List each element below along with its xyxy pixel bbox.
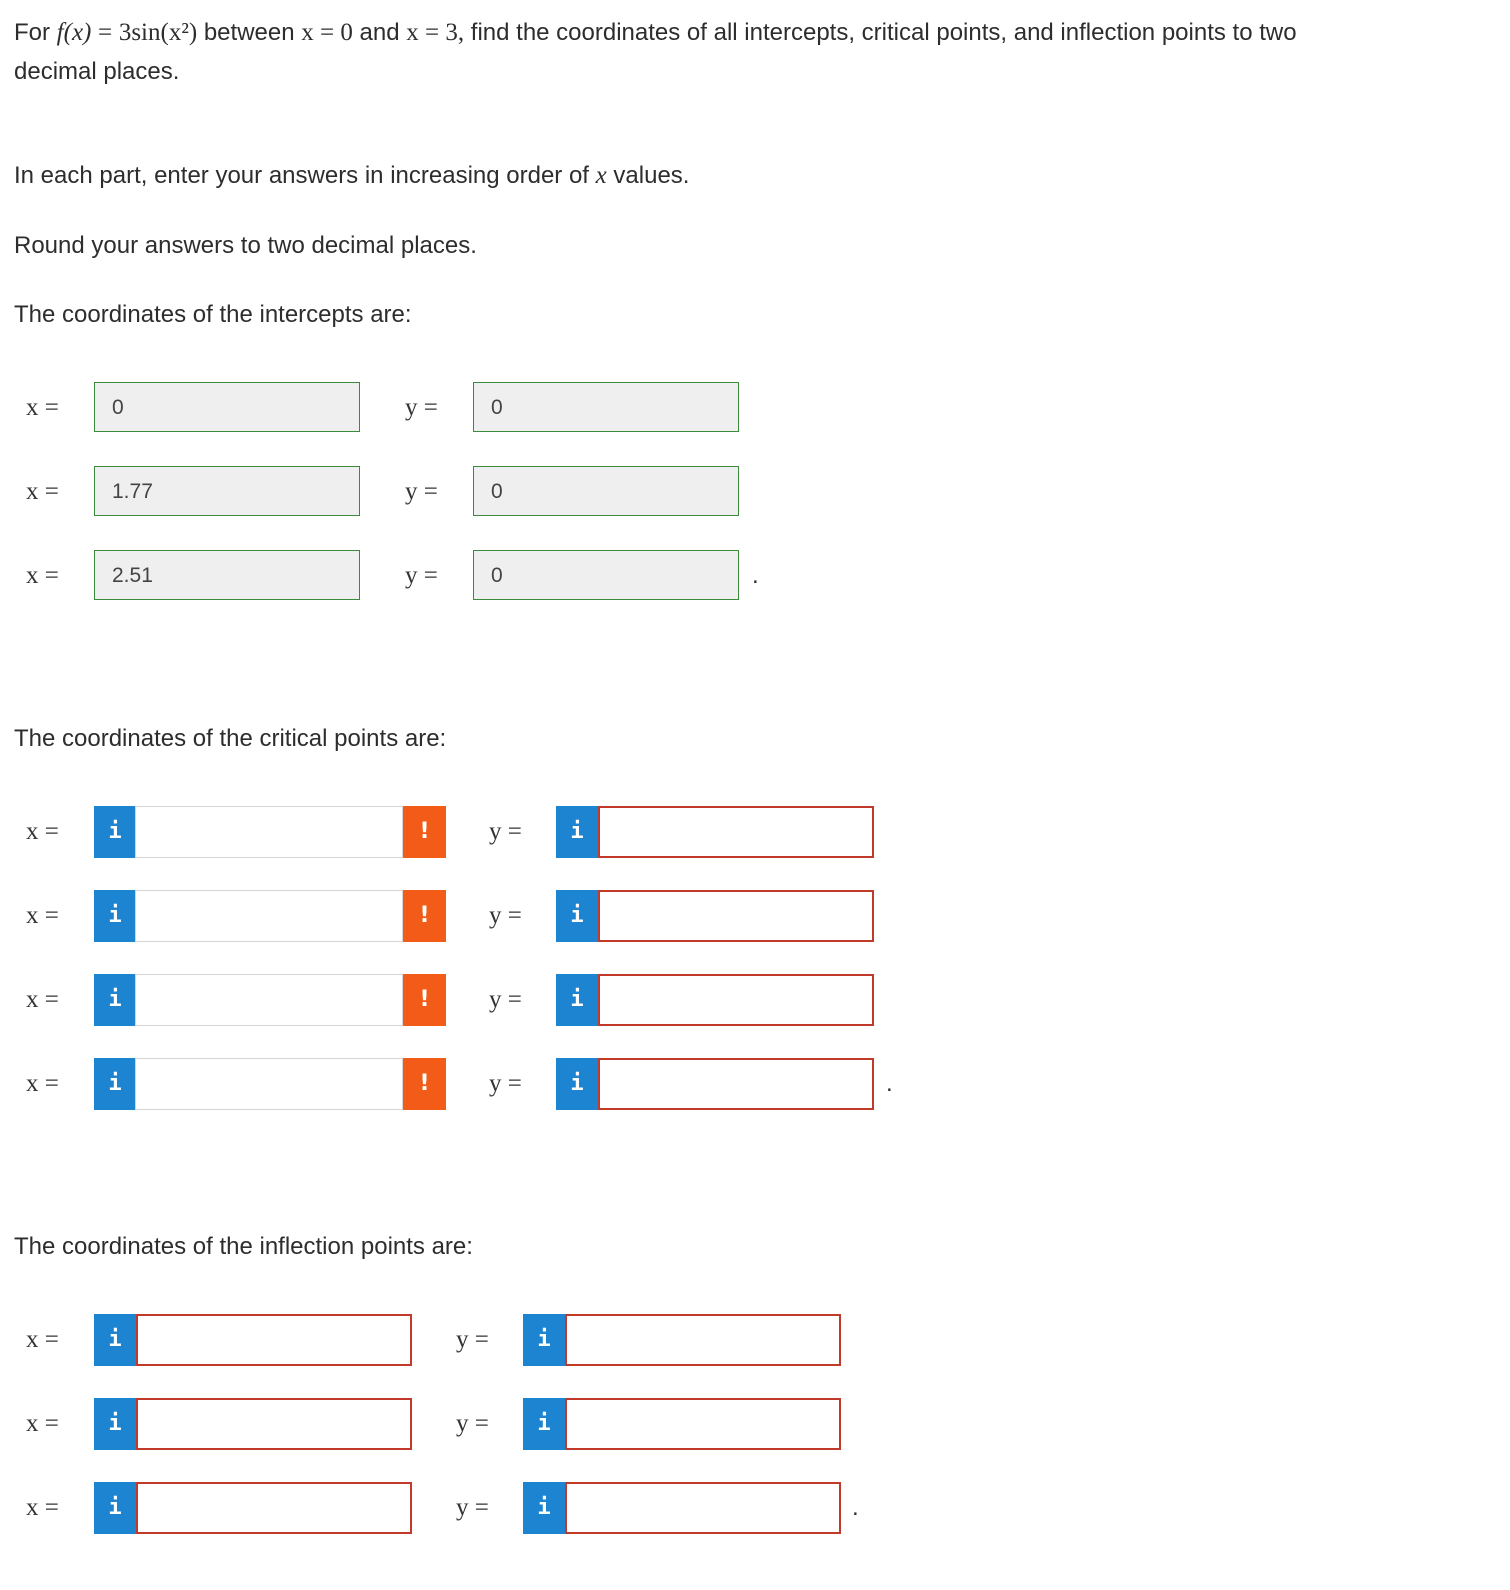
intercepts-heading: The coordinates of the intercepts are: [14,301,412,328]
intercept-y-answer: 0 [473,550,739,600]
intercept-row [0,382,1510,434]
x-label: x = [26,394,59,421]
info-icon[interactable]: i [556,806,598,858]
question-text-line2: decimal places. [14,58,180,85]
x-label: x = [26,1494,59,1521]
y-label: y = [456,1494,489,1521]
x-label: x = [26,562,59,589]
intercept-x-answer: 0 [94,382,360,432]
info-icon[interactable]: i [556,974,598,1026]
y-label: y = [405,562,438,589]
critical-heading: The coordinates of the critical points are: [14,725,447,752]
instruction-round: Round your answers to two decimal places. [14,232,477,259]
info-icon[interactable]: i [523,1398,565,1450]
period: . [852,1494,859,1521]
y-label: y = [489,1070,522,1097]
intercept-y-answer: 0 [473,466,739,516]
critical-row [0,890,1510,942]
inflection-x-input[interactable] [136,1398,412,1450]
y-label: y = [489,902,522,929]
inflection-row [0,1398,1510,1450]
info-icon[interactable]: i [94,890,136,942]
info-icon[interactable]: i [556,1058,598,1110]
intercept-y-answer: 0 [473,382,739,432]
period: . [752,562,759,589]
y-label: y = [405,478,438,505]
x-label: x = [26,902,59,929]
inflection-y-input[interactable] [565,1398,841,1450]
x-label: x = [26,986,59,1013]
info-icon[interactable]: i [556,890,598,942]
info-icon[interactable]: i [94,1314,136,1366]
inflection-row [0,1314,1510,1366]
x-label: x = [26,1326,59,1353]
critical-y-input[interactable] [598,890,874,942]
x-label: x = [26,818,59,845]
function-name: f(x) [56,19,92,46]
period: . [886,1070,893,1097]
intercept-row [0,466,1510,518]
question-text: For f(x) = 3sin(x²) between x = 0 and x = 3, find the coordinates of all intercepts, critical points, and inflection points to two [14,19,1297,46]
critical-x-input[interactable] [135,1058,403,1110]
instruction-order: In each part, enter your answers in increasing order of x values. [14,162,690,189]
y-label: y = [405,394,438,421]
x-label: x = [26,1070,59,1097]
critical-y-input[interactable] [598,806,874,858]
warning-icon[interactable]: ! [403,806,446,858]
critical-row [0,974,1510,1026]
inflection-heading: The coordinates of the inflection points are: [14,1233,473,1260]
intercept-row [0,550,1510,602]
inflection-y-input[interactable] [565,1314,841,1366]
critical-y-input[interactable] [598,974,874,1026]
info-icon[interactable]: i [94,974,136,1026]
inflection-x-input[interactable] [136,1314,412,1366]
y-label: y = [456,1410,489,1437]
info-icon[interactable]: i [94,1482,136,1534]
info-icon[interactable]: i [523,1482,565,1534]
critical-x-input[interactable] [135,974,403,1026]
x-label: x = [26,478,59,505]
warning-icon[interactable]: ! [403,890,446,942]
inflection-y-input[interactable] [565,1482,841,1534]
info-icon[interactable]: i [94,806,136,858]
critical-y-input[interactable] [598,1058,874,1110]
inflection-x-input[interactable] [136,1482,412,1534]
critical-row [0,1058,1510,1110]
critical-row [0,806,1510,858]
x-label: x = [26,1410,59,1437]
info-icon[interactable]: i [94,1058,136,1110]
inflection-row [0,1482,1510,1534]
info-icon[interactable]: i [94,1398,136,1450]
intercept-x-answer: 1.77 [94,466,360,516]
critical-x-input[interactable] [135,890,403,942]
critical-x-input[interactable] [135,806,403,858]
info-icon[interactable]: i [523,1314,565,1366]
y-label: y = [456,1326,489,1353]
function-expression: 3sin(x²) [118,19,198,46]
intercept-x-answer: 2.51 [94,550,360,600]
y-label: y = [489,818,522,845]
warning-icon[interactable]: ! [403,1058,446,1110]
warning-icon[interactable]: ! [403,974,446,1026]
y-label: y = [489,986,522,1013]
